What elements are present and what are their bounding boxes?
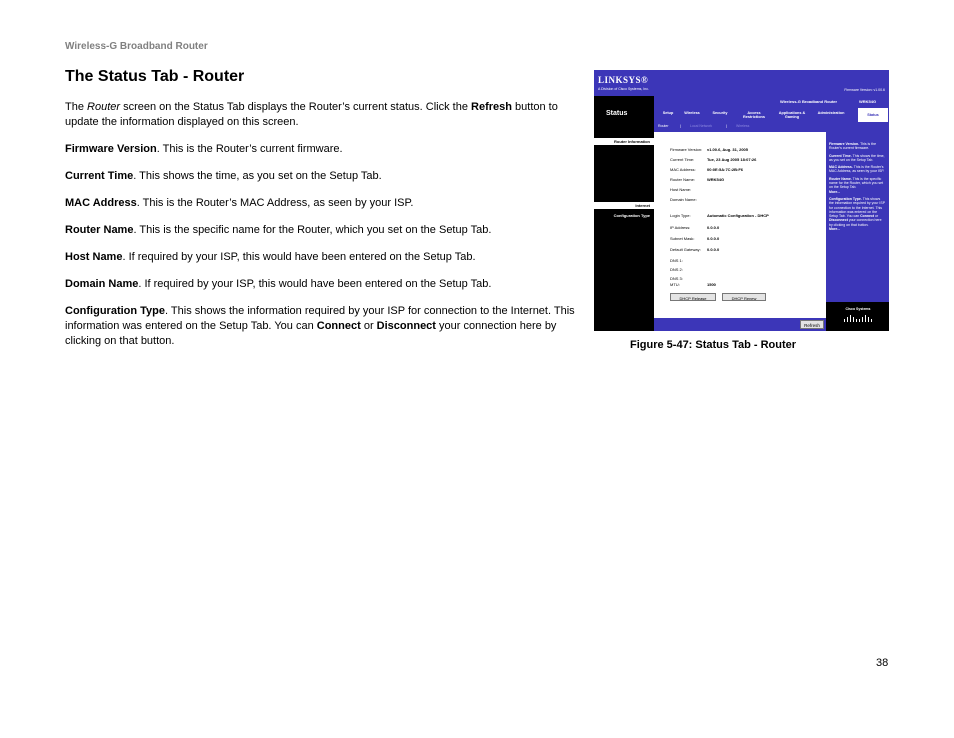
subtab-separator: | (726, 124, 727, 128)
tab-administration[interactable]: Administration (817, 111, 845, 115)
host-name-paragraph: Host Name. If required by your ISP, this would have been entered on the Setup Tab. (65, 251, 476, 263)
router-status-screenshot (594, 70, 889, 331)
model-number: WRK54G (859, 99, 877, 104)
sub-tabs (654, 124, 889, 130)
router-name-paragraph: Router Name. This is the specific name for the Router, which you set on the Setup Tab. (65, 224, 492, 236)
internet-label: Internet (594, 202, 654, 209)
logo-subtitle: A Division of Cisco Systems, Inc. (598, 87, 649, 91)
tab-wireless[interactable]: Wireless (684, 111, 700, 115)
subtab-local-network[interactable]: Local Network (690, 124, 713, 128)
dhcp-release-button[interactable]: DHCP Release (670, 293, 716, 301)
tab-security[interactable]: Security (712, 111, 728, 115)
running-header: Wireless-G Broadband Router (65, 41, 208, 52)
help-panel (826, 132, 889, 302)
cisco-bridge-icon (843, 313, 873, 323)
info-row: DNS 3: (670, 276, 683, 281)
subtab-wireless[interactable]: Wireless (736, 124, 750, 128)
tab-applications-gaming[interactable]: Applications & Gaming (778, 111, 806, 119)
firmware-paragraph: Firmware Version. This is the Router’s current firmware. (65, 143, 343, 155)
refresh-bar (654, 318, 826, 331)
status-content (654, 132, 826, 331)
info-row: Host Name: (670, 187, 692, 192)
cisco-systems-logo: Cisco Systems (845, 307, 871, 311)
info-row: Subnet Mask: 0.0.0.0 (670, 236, 720, 241)
info-row: Firmware Version: v1.00.6, Aug. 31, 2005 (670, 147, 748, 152)
tab-access-restrictions[interactable]: Access Restrictions (743, 111, 765, 119)
info-row: DNS 1: (670, 258, 683, 263)
configuration-type-label: Configuration Type (594, 212, 654, 219)
help-config: Configuration Type. This shows the information required by your ISP for connection to the Internet. This information was entered on the Setup Tab. You can Connect or Disconnect your connection here by clicking on that button. More... (829, 196, 885, 232)
nav-bar (654, 96, 889, 132)
tab-setup[interactable]: Setup (662, 111, 674, 115)
more-link[interactable]: More... (829, 227, 841, 232)
product-name: Wireless-G Broadband Router (780, 99, 838, 104)
main-tabs (654, 108, 889, 122)
info-row: Current Time: Tue, 23 Aug 2005 18:07:26 (670, 157, 757, 162)
refresh-button[interactable]: Refresh (800, 320, 824, 329)
info-row: IP Address: 0.0.0.0 (670, 225, 720, 230)
figure-caption: Figure 5-47: Status Tab - Router (630, 339, 797, 351)
help-current-time: Current Time. This shows the time, as you set on the Setup Tab. (829, 153, 885, 162)
mac-paragraph: MAC Address. This is the Router’s MAC Address, as seen by your ISP. (65, 197, 414, 209)
body-text (65, 100, 585, 361)
domain-name-paragraph: Domain Name. If required by your ISP, this would have been entered on the Setup Tab. (65, 278, 492, 290)
help-router-name: Router Name. This is the specific name for the Router, which you set on the Setup Tab. More... (829, 176, 884, 194)
section-title: The Status Tab - Router (65, 68, 245, 85)
dhcp-renew-button[interactable]: DHCP Renew (722, 293, 766, 301)
firmware-version-top: Firmware Version: v1.00.6 (844, 88, 885, 92)
router-information-label: Router Information (594, 138, 654, 145)
info-row: Default Gateway: 0.0.0.0 (670, 247, 720, 252)
top-banner (594, 70, 889, 96)
help-mac: MAC Address. This is the Router's MAC Address, as seen by your ISP. (829, 165, 885, 174)
status-heading: Status (594, 96, 654, 132)
cisco-logo-area (826, 302, 889, 331)
config-paragraph: Configuration Type. This shows the information required by your ISP for connection to the Internet. This information was entered on the Setup Tab. You can Connect or Disconnect your connection here by clicking on that button. (65, 305, 575, 347)
page-number: 38 (876, 657, 889, 669)
section-labels (594, 132, 654, 331)
more-link[interactable]: More... (829, 189, 841, 194)
info-row: MTU: 1500 (670, 282, 716, 287)
tab-status[interactable]: Status (858, 108, 888, 122)
subtab-separator: | (680, 124, 681, 128)
info-row: Domain Name: (670, 197, 697, 202)
info-row: Router Name: WRK54G (670, 177, 725, 182)
current-time-paragraph: Current Time. This shows the time, as you set on the Setup Tab. (65, 170, 382, 182)
intro-paragraph: The Router screen on the Status Tab displays the Router’s current status. Click the Refresh button to update the information displayed on this screen. (65, 101, 558, 128)
info-row: DNS 2: (670, 267, 683, 272)
linksys-logo: LINKSYS® (598, 75, 649, 85)
info-row: Login Type: Automatic Configuration - DHCP (670, 213, 769, 218)
subtab-router[interactable]: Router (658, 124, 669, 128)
help-firmware: Firmware Version. This is the Router's current firmware. (829, 142, 877, 151)
info-row: MAC Address: 00:0E:5A:7C:2B:F6 (670, 167, 744, 172)
